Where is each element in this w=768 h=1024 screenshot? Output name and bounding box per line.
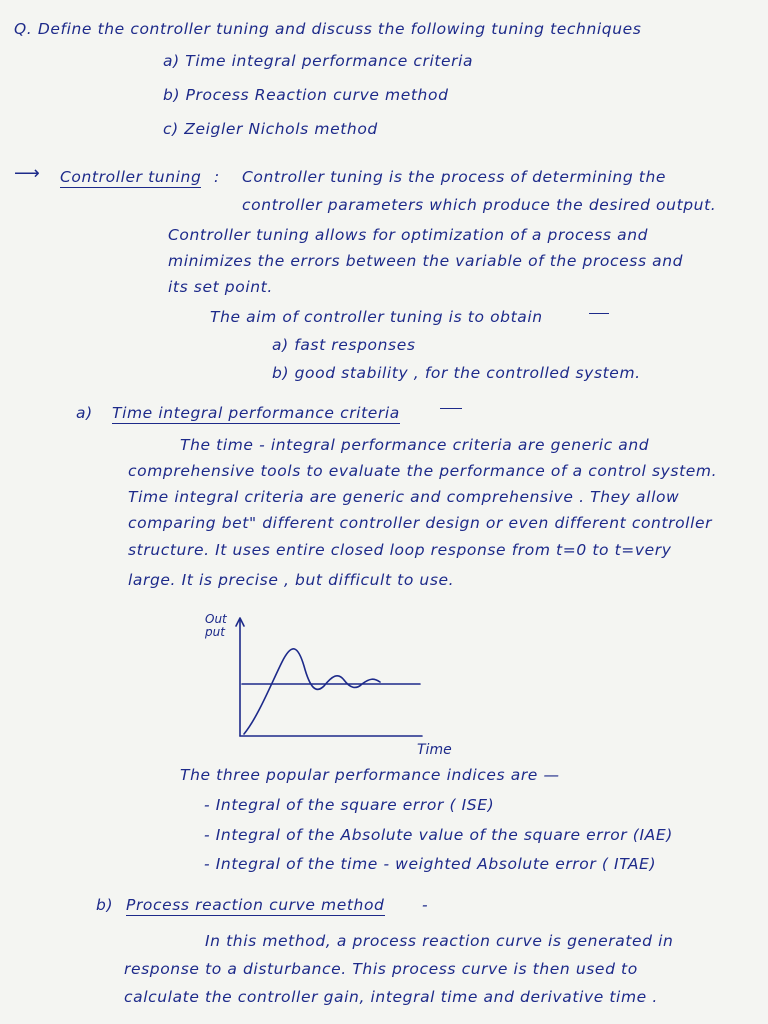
tuning-colon: : bbox=[214, 168, 220, 186]
tuning-heading: Controller tuning bbox=[60, 168, 202, 186]
tuning-aim: The aim of controller tuning is to obtain bbox=[210, 308, 543, 326]
step-response-graph bbox=[200, 612, 460, 742]
tuning-definition-2: controller parameters which produce the desired output. bbox=[242, 196, 717, 214]
arrow-icon: ⟶ bbox=[14, 163, 40, 184]
graph-ylabel-1: Out bbox=[205, 612, 227, 626]
index-iae: - Integral of the Absolute value of the square error (IAE) bbox=[204, 826, 673, 844]
tuning-aim-a: a) fast responses bbox=[272, 336, 416, 354]
time-integral-body-6: large. It is precise , but difficult to use. bbox=[128, 571, 455, 589]
process-reaction-dash: - bbox=[422, 896, 429, 914]
aim-dash bbox=[589, 313, 609, 314]
indices-intro: The three popular performance indices are — bbox=[180, 766, 560, 784]
time-integral-body-5: structure. It uses entire closed loop response from t=0 to t=very bbox=[128, 541, 672, 559]
question-item-c: c) Zeigler Nichols method bbox=[163, 120, 378, 138]
index-itae: - Integral of the time - weighted Absolute error ( ITAE) bbox=[204, 855, 657, 873]
index-ise: - Integral of the square error ( ISE) bbox=[204, 796, 495, 814]
time-integral-prefix: a) bbox=[76, 404, 93, 422]
process-reaction-prefix: b) bbox=[96, 896, 114, 914]
graph-response-curve bbox=[244, 649, 380, 734]
tuning-body-1: Controller tuning allows for optimization of a process and bbox=[168, 226, 649, 244]
heading-dash bbox=[440, 408, 462, 409]
time-integral-body-3: Time integral criteria are generic and comprehensive . They allow bbox=[128, 488, 680, 506]
graph-ylabel-2: put bbox=[205, 625, 225, 639]
tuning-body-2: minimizes the errors between the variable of the process and bbox=[168, 252, 684, 270]
process-reaction-body-2: response to a disturbance. This process curve is then used to bbox=[124, 960, 638, 978]
time-integral-body-1: The time - integral performance criteria are generic and bbox=[180, 436, 650, 454]
tuning-body-3: its set point. bbox=[168, 278, 273, 296]
process-reaction-body-1: In this method, a process reaction curve is generated in bbox=[205, 932, 674, 950]
process-reaction-heading: Process reaction curve method bbox=[126, 896, 385, 914]
graph-xlabel: Time bbox=[417, 742, 452, 758]
time-integral-heading: Time integral performance criteria bbox=[112, 404, 400, 422]
question-item-a: a) Time integral performance criteria bbox=[163, 52, 474, 70]
tuning-aim-b: b) good stability , for the controlled system. bbox=[272, 364, 641, 382]
question-item-b: b) Process Reaction curve method bbox=[163, 86, 449, 104]
time-integral-body-4: comparing bet" different controller design or even different controller bbox=[128, 514, 713, 532]
question-line: Q. Define the controller tuning and discuss the following tuning techniques bbox=[14, 20, 642, 38]
tuning-definition-1: Controller tuning is the process of determining the bbox=[242, 168, 667, 186]
process-reaction-body-3: calculate the controller gain, integral time and derivative time . bbox=[124, 988, 658, 1006]
time-integral-body-2: comprehensive tools to evaluate the performance of a control system. bbox=[128, 462, 718, 480]
